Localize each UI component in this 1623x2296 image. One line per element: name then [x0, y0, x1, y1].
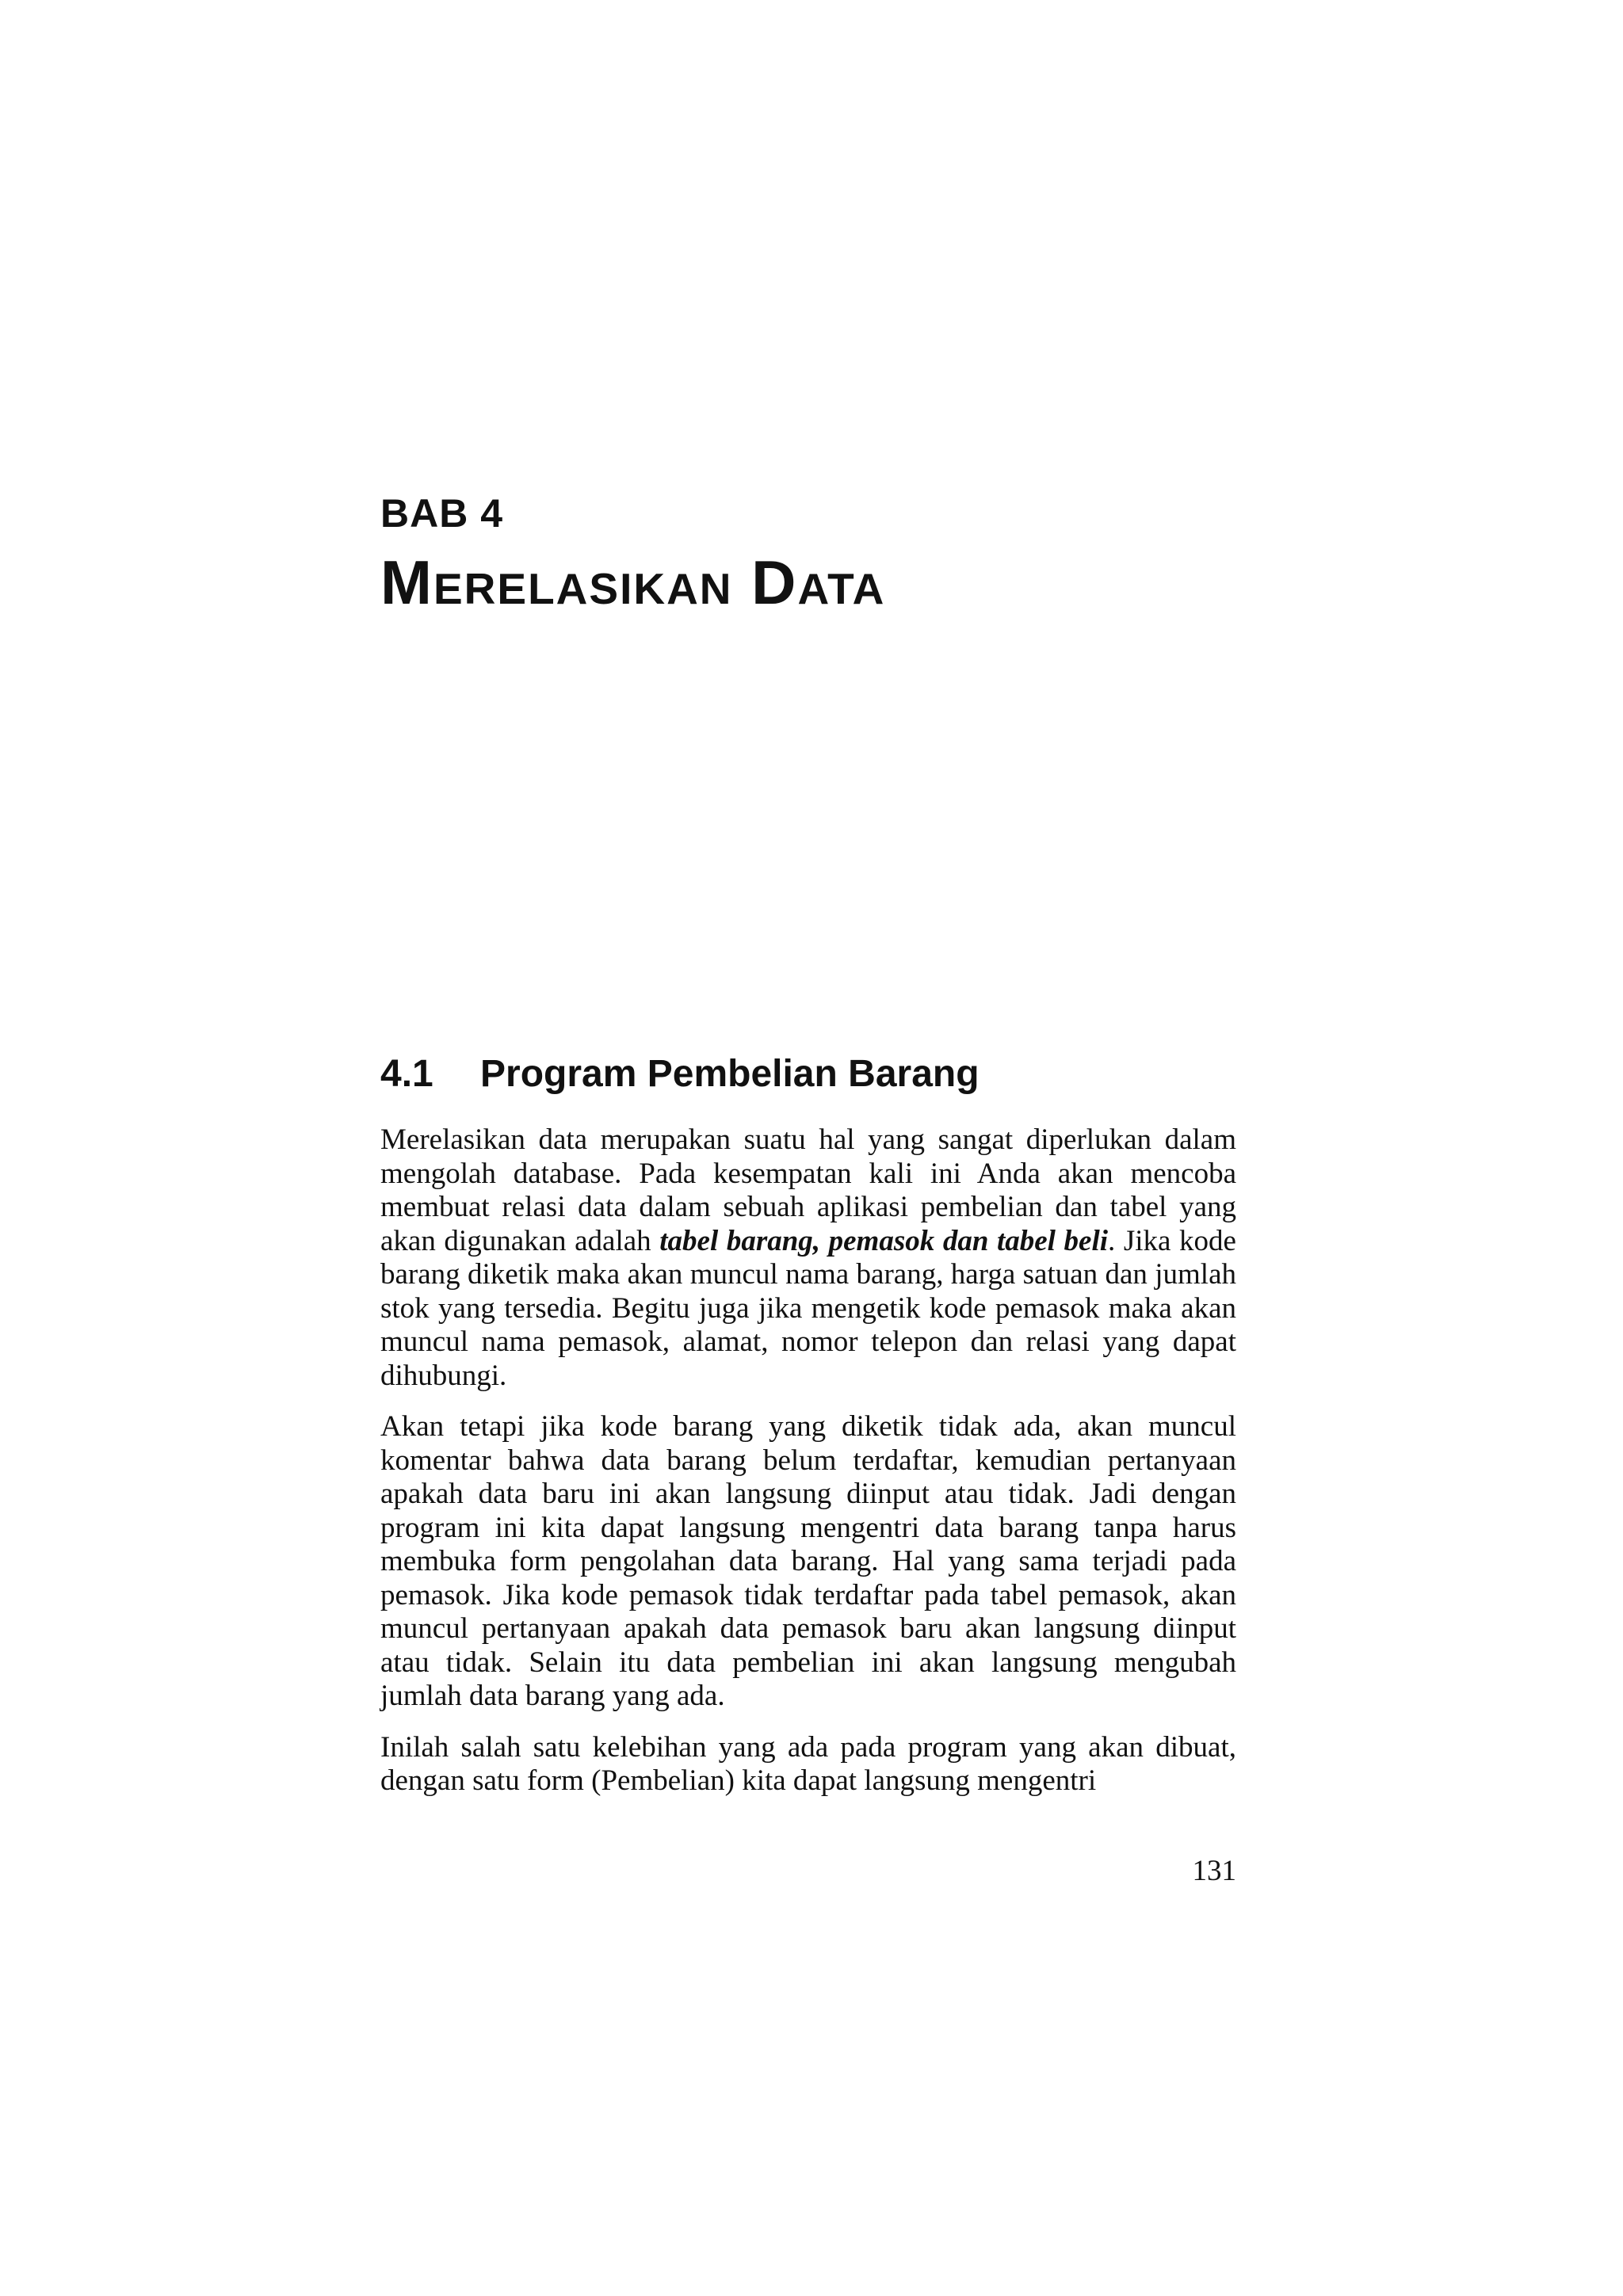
- section-heading: [380, 1051, 1236, 1098]
- section-number: 4.1: [380, 1053, 433, 1095]
- section-title: Program Pembelian Barang: [480, 1053, 980, 1095]
- paragraph-1-text-start: Merelasikan data merupakan suatu hal yang sangat diperlukan dalam mengolah database. Pada kesempatan kali ini Anda akan mencoba membuat relasi data dalam sebuah aplikasi pembelian dan tabel yang akan digunakan adalah: [380, 1123, 1236, 1257]
- chapter-label: BAB 4: [380, 491, 504, 536]
- body-text: [380, 1123, 1236, 1816]
- chapter-title: Merelasikan Data: [380, 547, 886, 617]
- page-number: 131: [1192, 1855, 1236, 1887]
- paragraph-1-text-end: . Jika kode barang diketik maka akan muncul nama barang, harga satuan dan jumlah stok yang tersedia. Begitu juga jika mengetik kode pemasok maka akan muncul nama pemasok, alamat, nomor telepon dan relasi yang dapat dihubungi.: [380, 1224, 1236, 1392]
- paragraph-1-emphasis: tabel barang, pemasok dan tabel beli: [659, 1224, 1109, 1257]
- paragraph-3: Inilah salah satu kelebihan yang ada pada program yang akan dibuat, dengan satu form (Pembelian) kita dapat langsung mengentri: [380, 1730, 1236, 1797]
- paragraph-2: Akan tetapi jika kode barang yang diketik tidak ada, akan muncul komentar bahwa data barang belum terdaftar, kemudian pertanyaan apakah data baru ini akan langsung diinput atau tidak. Jadi dengan program ini kita dapat langsung mengentri data barang tanpa harus membuka form pengolahan data barang. Hal yang sama terjadi pada pemasok. Jika kode pemasok tidak terdaftar pada tabel pemasok, akan muncul pertanyaan apakah data pemasok baru akan langsung diinput atau tidak. Selain itu data pembelian ini akan langsung mengubah jumlah data barang yang ada.: [380, 1410, 1236, 1712]
- paragraph-1: [380, 1123, 1236, 1393]
